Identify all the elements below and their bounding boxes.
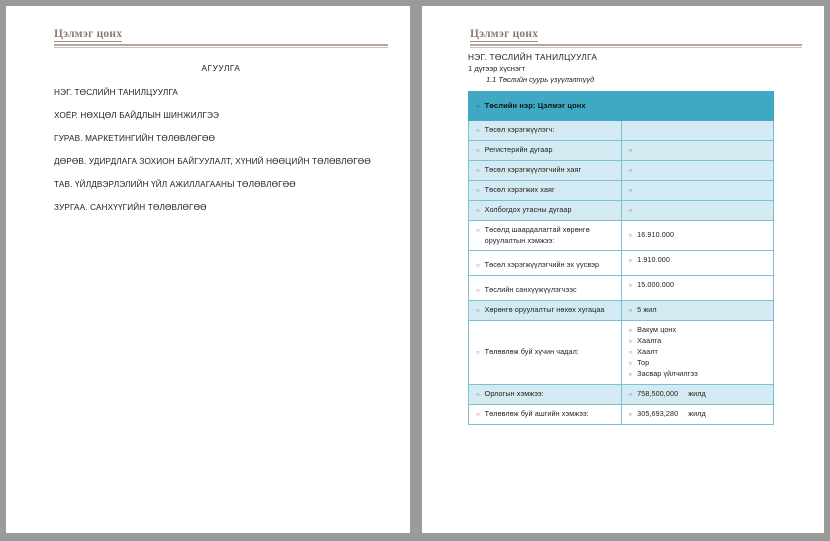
row-label: Регистерийн дугаар	[484, 145, 553, 154]
toc-container	[54, 40, 388, 226]
row-label-cell	[469, 161, 622, 181]
row-value-cell	[621, 161, 774, 181]
row-label-cell	[469, 301, 622, 321]
row-label: Төлөвлөж буй хүчин чадал:	[484, 347, 579, 356]
toc-item[interactable]: НЭГ. ТӨСЛИЙН ТАНИЛЦУУЛГА	[54, 88, 178, 97]
table-row	[469, 141, 774, 161]
row-label-cell	[469, 276, 622, 301]
circle-bullet-icon: ○	[476, 148, 480, 154]
circle-bullet-icon: ○	[476, 208, 480, 214]
list-item	[629, 347, 772, 358]
capacity-item: Хаалга	[637, 336, 662, 345]
row-value-cell	[621, 121, 774, 141]
circle-bullet-icon: ○	[476, 128, 480, 134]
circle-bullet-icon: ○	[476, 350, 480, 356]
page-left	[6, 6, 410, 533]
document-header-right	[470, 24, 802, 48]
table-subcaption: 1.1 Төслийн суурь үзүүлэлтүүд	[486, 75, 595, 84]
capacity-item: Засвар үйлчилгээ	[637, 369, 698, 378]
row-value: 1.910.000	[637, 255, 671, 264]
row-label: Төлөвлөж буй ашгийн хэмжээ:	[484, 409, 589, 418]
row-value-cell	[621, 181, 774, 201]
toc-item[interactable]: ЗУРГАА. САНХҮҮГИЙН ТӨЛӨВЛӨГӨӨ	[54, 203, 207, 212]
circle-bullet-icon: ○	[628, 168, 633, 174]
row-value-cell	[621, 405, 774, 425]
circle-bullet-icon: ○	[628, 339, 633, 345]
capacity-item: Вакум цонх	[637, 325, 677, 334]
header-rule	[470, 44, 802, 48]
capacity-item: Тор	[637, 358, 650, 367]
circle-bullet-icon: ○	[628, 361, 633, 367]
row-label: Төслийн санхүүжүүлэгчээс	[484, 285, 577, 294]
row-label-cell	[469, 141, 622, 161]
table-row-capacity	[469, 321, 774, 385]
document-header-title: Цэлмэг цонх	[54, 28, 123, 40]
row-value: 15.000.000	[637, 280, 675, 289]
circle-bullet-icon: ○	[476, 308, 480, 314]
toc-item[interactable]: ХОЁР. НӨХЦӨЛ БАЙДЛЫН ШИНЖИЛГЭЭ	[54, 111, 220, 120]
circle-bullet-icon: ○	[628, 208, 633, 214]
row-value-suffix: жилд	[688, 409, 706, 418]
circle-bullet-icon: ○	[628, 392, 633, 398]
row-value-cell	[621, 321, 774, 385]
circle-bullet-icon: ○	[628, 308, 633, 314]
row-label-cell	[469, 321, 622, 385]
row-label-cell	[469, 405, 622, 425]
capacity-list	[622, 325, 772, 380]
table-row	[469, 405, 774, 425]
table-body	[469, 92, 774, 425]
row-value-cell	[621, 385, 774, 405]
table-row	[469, 201, 774, 221]
document-header-title: Цэлмэг цонх	[470, 28, 539, 40]
circle-bullet-icon: ○	[476, 228, 480, 234]
row-label-cell	[469, 121, 622, 141]
table-header-row	[469, 92, 774, 121]
row-label: Төсөлд шаардалагтай хөрөнгө оруулалтын хэмжээ:	[484, 225, 590, 245]
table-header-label: Төслийн нэр: Цэлмэг цонх	[484, 100, 586, 110]
section-heading: НЭГ. ТӨСЛИЙН ТАНИЛЦУУЛГА	[468, 52, 598, 62]
toc-list	[54, 88, 388, 212]
list-item	[629, 358, 772, 369]
table-row	[469, 221, 774, 251]
row-value-cell	[621, 221, 774, 251]
circle-bullet-icon: ○	[628, 372, 633, 378]
list-item	[629, 369, 772, 380]
toc-item[interactable]: ТАВ. ҮЙЛДВЭРЛЭЛИЙН ҮЙЛ АЖИЛЛАГААНЫ ТӨЛӨВЛӨГӨӨ	[54, 180, 296, 189]
row-value-cell	[621, 301, 774, 321]
row-label: Төсөл хэрэгжих хаяг	[484, 185, 555, 194]
table-row	[469, 276, 774, 301]
table-caption: 1 дүгээр хүснэгт	[468, 64, 526, 73]
circle-bullet-icon: ○	[476, 168, 480, 174]
capacity-item: Хаалт	[637, 347, 658, 356]
toc-title: АГУУЛГА	[201, 64, 241, 73]
toc-item[interactable]: ГУРАВ. МАРКЕТИНГИЙН ТӨЛӨВЛӨГӨӨ	[54, 134, 216, 143]
row-label: Хөрөнгө оруулалтыг нөхөх хугацаа	[484, 305, 605, 314]
table-row	[469, 251, 774, 276]
circle-bullet-icon: ○	[476, 288, 480, 294]
circle-bullet-icon: ○	[476, 412, 480, 418]
list-item	[629, 336, 772, 347]
row-label-cell	[469, 385, 622, 405]
circle-bullet-icon: ○	[476, 263, 480, 269]
row-value-cell	[621, 201, 774, 221]
toc-item[interactable]: ДӨРӨВ. УДИРДЛАГА ЗОХИОН БАЙГУУЛАЛТ, ХҮНИЙ НӨӨЦИЙН ТӨЛӨВЛӨГӨӨ	[54, 157, 371, 166]
project-summary-table	[468, 91, 774, 425]
row-value-cell	[621, 251, 774, 276]
row-label: Төсөл хэрэгжүүлэгчийн эх үүсвэр	[484, 260, 600, 269]
row-label: Төсөл хэрэгжүүлэгч:	[484, 125, 555, 134]
table-row	[469, 181, 774, 201]
table-row	[469, 385, 774, 405]
circle-bullet-icon: ○	[628, 350, 633, 356]
row-label-cell	[469, 221, 622, 251]
row-value-cell	[621, 276, 774, 301]
row-label-cell	[469, 181, 622, 201]
row-value: 305,693,280	[637, 409, 679, 418]
circle-bullet-icon: ○	[628, 328, 633, 334]
row-label: Орлогын хэмжээ:	[484, 389, 544, 398]
row-value: 5 жил	[637, 305, 657, 314]
circle-bullet-icon: ○	[476, 392, 480, 398]
row-value: 16.910.000	[637, 230, 675, 239]
row-label: Холбогдох утасны дугаар	[484, 205, 572, 214]
circle-bullet-icon: ○	[628, 258, 633, 264]
row-value-suffix: жилд	[688, 389, 706, 398]
table-header-cell	[469, 92, 774, 121]
circle-bullet-icon: ○	[628, 233, 633, 239]
table-row	[469, 121, 774, 141]
row-label: Төсөл хэрэгжүүлэгчийн хаяг	[484, 165, 582, 174]
circle-bullet-icon: ○	[476, 188, 480, 194]
list-item	[629, 325, 772, 336]
circle-bullet-icon: ○	[628, 188, 633, 194]
row-value: 758,500,000	[637, 389, 679, 398]
table-row	[469, 301, 774, 321]
circle-bullet-icon: ○	[628, 412, 633, 418]
row-label-cell	[469, 201, 622, 221]
table-row	[469, 161, 774, 181]
row-value-cell	[621, 141, 774, 161]
circle-bullet-icon: ○	[476, 103, 480, 110]
page-right	[422, 6, 824, 533]
circle-bullet-icon: ○	[628, 283, 633, 289]
circle-bullet-icon: ○	[628, 148, 633, 154]
row-label-cell	[469, 251, 622, 276]
section-container	[468, 52, 806, 425]
